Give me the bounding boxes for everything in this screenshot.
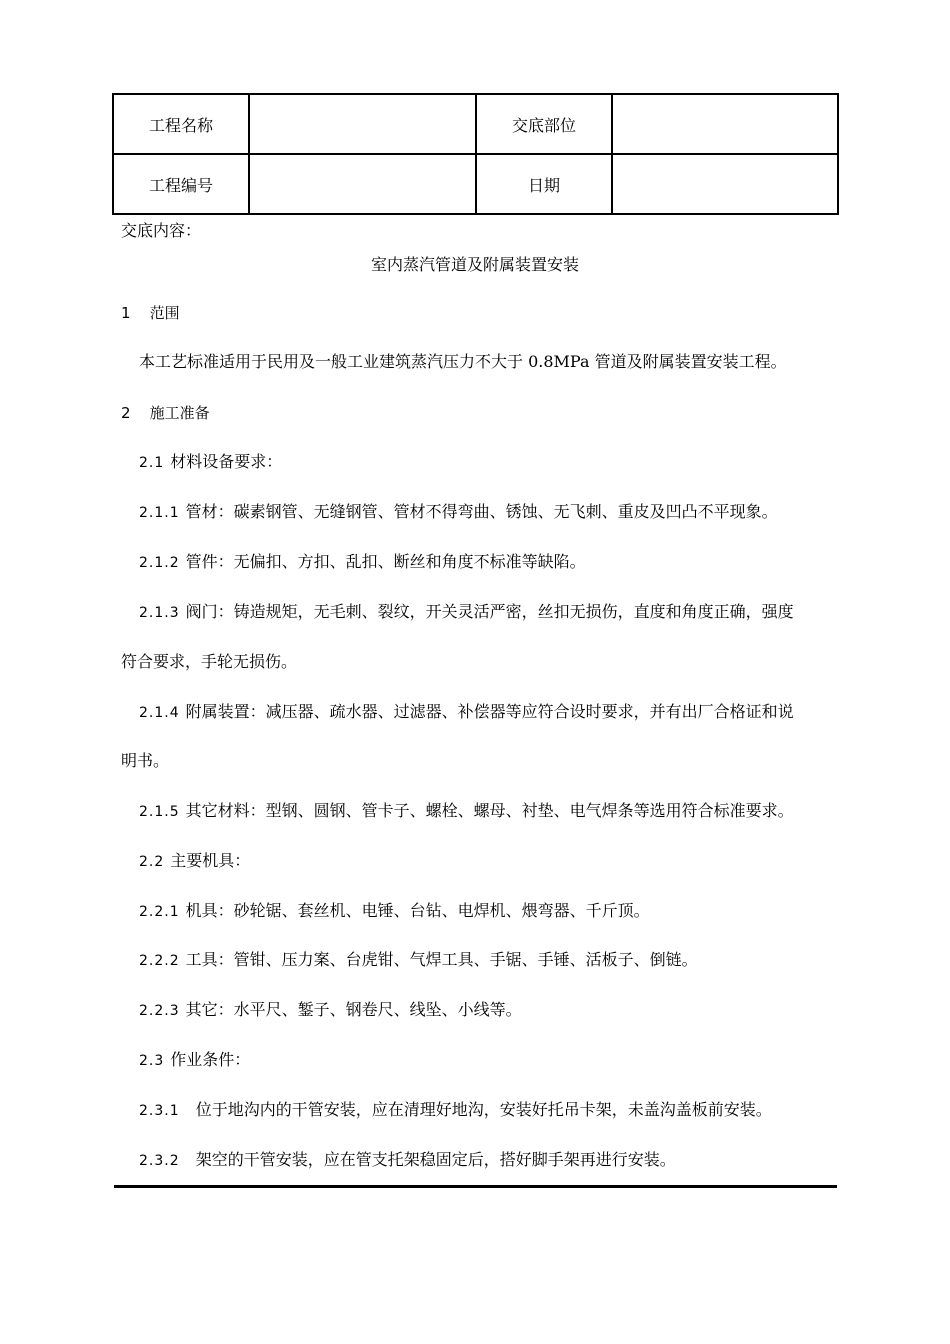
clause-number: 2.1.3 [139, 605, 180, 621]
project-number-label: 工程编号 [113, 154, 249, 214]
clause-2-1-3 [139, 602, 794, 623]
handover-part-label: 交底部位 [476, 94, 612, 154]
clause-text: 机具：砂轮锯、套丝机、电锤、台钻、电焊机、煨弯器、千斤顶。 [185, 901, 650, 920]
clause-text: 位于地沟内的干管安装，应在清理好地沟，安装好托吊卡架，未盖沟盖板前安装。 [195, 1100, 772, 1119]
clause-number: 2.2 [139, 854, 165, 870]
clause-number: 2.1.1 [139, 505, 180, 521]
footer-divider [114, 1185, 837, 1188]
clause-text: 其它：水平尺、錾子、钢卷尺、线坠、小线等。 [185, 1000, 522, 1019]
clause-text: 工具：管钳、压力案、台虎钳、气焊工具、手锯、手锤、活板子、倒链。 [185, 950, 698, 969]
clause-number: 2.3.1 [139, 1103, 180, 1119]
clause-number: 2.1.4 [139, 705, 180, 721]
clause-number: 2.3.2 [139, 1153, 180, 1169]
date-value [612, 154, 838, 214]
clause-number: 2.1 [139, 455, 165, 471]
clause-text: 其它材料：型钢、圆钢、管卡子、螺栓、螺母、衬垫、电气焊条等选用符合标准要求。 [185, 801, 794, 820]
clause-2-3-1 [139, 1100, 772, 1121]
subsection-2-3 [139, 1050, 250, 1071]
clause-number: 2.1.2 [139, 555, 180, 571]
clause-number: 2.1.5 [139, 804, 180, 820]
project-number-value [249, 154, 476, 214]
clause-2-1-2 [139, 552, 586, 573]
clause-number: 2.2.1 [139, 904, 180, 920]
clause-text: 管件：无偏扣、方扣、乱扣、断丝和角度不标准等缺陷。 [185, 552, 586, 571]
project-info-table [112, 93, 839, 215]
clause-2-1-1 [139, 502, 778, 523]
project-name-value [249, 94, 476, 154]
handover-part-value [612, 94, 838, 154]
clause-2-1-4 [139, 702, 794, 723]
clause-number: 2.2.2 [139, 953, 180, 969]
date-label: 日期 [476, 154, 612, 214]
clause-2-1-3-continued: 符合要求，手轮无损伤。 [121, 652, 298, 671]
clause-text: 附属装置：减压器、疏水器、过滤器、补偿器等应符合设时要求，并有出厂合格证和说 [185, 702, 794, 721]
clause-2-2-1 [139, 901, 650, 922]
table-row [113, 94, 838, 154]
clause-2-2-3 [139, 1000, 522, 1021]
clause-number: 2.3 [139, 1053, 165, 1069]
section-1-heading [121, 303, 180, 323]
section-title: 范围 [149, 304, 180, 322]
subsection-2-1 [139, 452, 282, 473]
clause-text: 阀门：铸造规矩，无毛刺、裂纹，开关灵活严密，丝扣无损伤，直度和角度正确，强度 [185, 602, 794, 621]
project-name-label: 工程名称 [113, 94, 249, 154]
subsection-2-2 [139, 851, 250, 872]
clause-text: 架空的干管安装，应在管支托架稳固定后，搭好脚手架再进行安装。 [195, 1150, 676, 1169]
clause-text: 材料设备要求： [170, 452, 283, 471]
clause-2-2-2 [139, 950, 698, 971]
section-number: 1 [121, 304, 131, 322]
paragraph: 本工艺标准适用于民用及一般工业建筑蒸汽压力不大于 0.8MPa 管道及附属装置安装工程。 [139, 352, 787, 371]
clause-number: 2.2.3 [139, 1003, 180, 1019]
clause-text: 管材：碳素钢管、无缝钢管、管材不得弯曲、锈蚀、无飞刺、重皮及凹凸不平现象。 [185, 502, 778, 521]
content-label: 交底内容： [121, 221, 202, 240]
clause-2-1-5 [139, 801, 794, 822]
section-2-heading [121, 403, 210, 423]
section-number: 2 [121, 404, 131, 422]
clause-text: 主要机具： [170, 851, 251, 870]
clause-text: 作业条件： [170, 1050, 251, 1069]
document-title: 室内蒸汽管道及附属装置安装 [370, 255, 579, 274]
table-row [113, 154, 838, 214]
clause-2-1-4-continued: 明书。 [121, 751, 170, 770]
clause-2-3-2 [139, 1150, 676, 1171]
section-title: 施工准备 [149, 404, 210, 422]
